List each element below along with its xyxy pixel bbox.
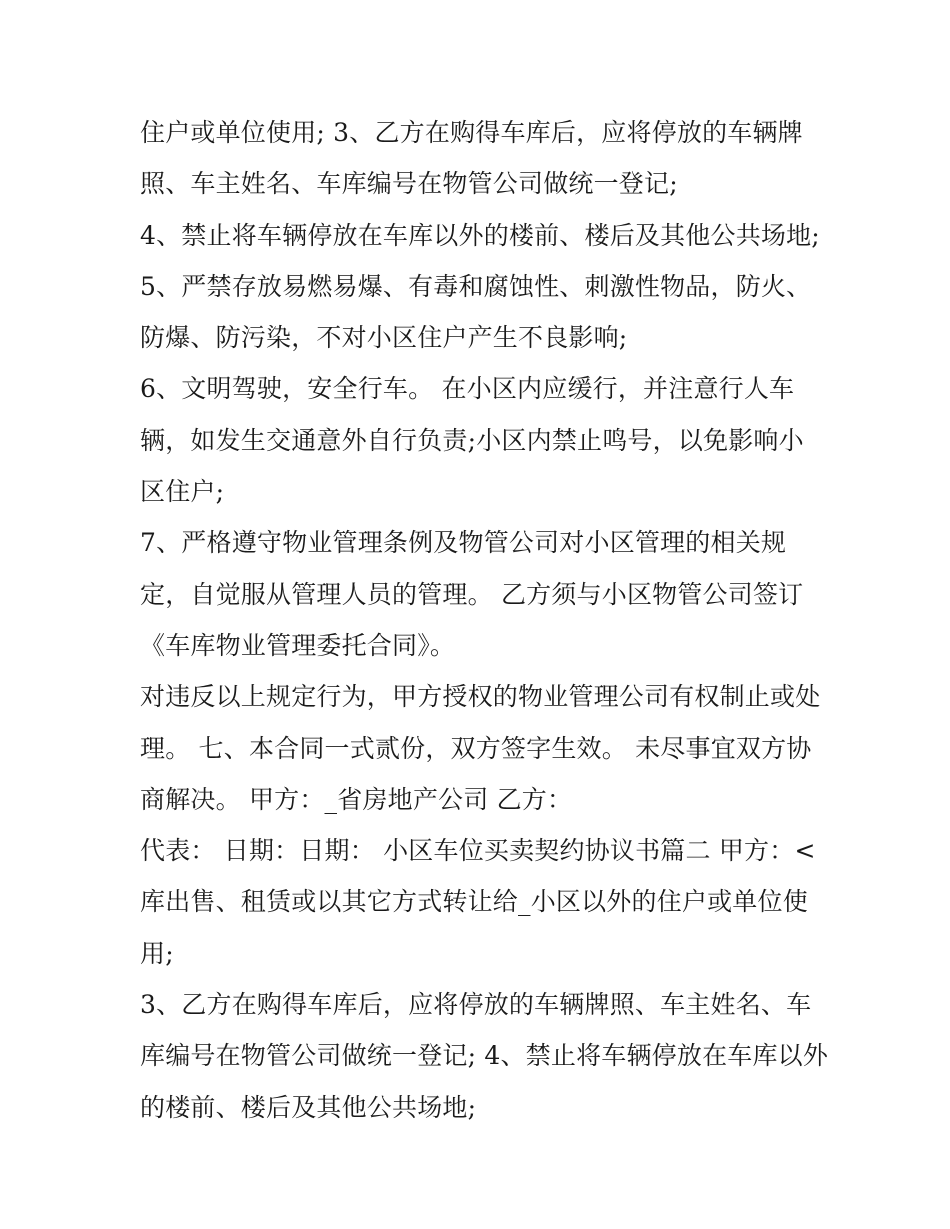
text-line: 区住户; — [140, 477, 225, 507]
text-line: 定，自觉服从管理人员的管理。 乙方须与小区物管公司签订 — [140, 579, 804, 609]
text-line: 照、车主姓名、车库编号在物管公司做统一登记; — [140, 169, 678, 199]
text-line: 理。 七、本合同一式贰份，双方签字生效。 未尽事宜双方协 — [140, 733, 812, 763]
document-body — [140, 107, 830, 1133]
text-line: 商解决。 甲方：_省房地产公司 乙方： — [140, 784, 573, 814]
text-line: 库出售、租赁或以其它方式转让给_小区以外的住户或单位使 — [140, 887, 808, 917]
text-line: 辆，如发生交通意外自行负责;小区内禁止鸣号，以免影响小 — [140, 425, 804, 455]
text-line: 用; — [140, 938, 174, 968]
text-line: 库编号在物管公司做统一登记; 4、禁止将车辆停放在车库以外 — [140, 1041, 829, 1071]
text-line: 防爆、防污染，不对小区住户产生不良影响; — [140, 323, 628, 353]
text-line: 5、严禁存放易燃易爆、有毒和腐蚀性、刺激性物品，防火、 — [140, 271, 812, 301]
text-line: 6、文明驾驶，安全行车。 在小区内应缓行，并注意行人车 — [140, 374, 795, 404]
text-line: 的楼前、楼后及其他公共场地; — [140, 1092, 477, 1122]
text-line: 住户或单位使用; 3、乙方在购得车库后，应将停放的车辆牌 — [140, 118, 803, 147]
text-line: 代表： 日期：日期： 小区车位买卖契约协议书篇二 甲方：< — [140, 836, 816, 866]
text-line: 《车库物业管理委托合同》。 — [140, 630, 456, 660]
text-line: 4、禁止将车辆停放在车库以外的楼前、楼后及其他公共场地; — [140, 220, 820, 250]
text-line: 7、严格遵守物业管理条例及物管公司对小区管理的相关规 — [140, 528, 787, 558]
text-line: 3、乙方在购得车库后，应将停放的车辆牌照、车主姓名、车 — [140, 990, 812, 1020]
text-line: 对违反以上规定行为，甲方授权的物业管理公司有权制止或处 — [140, 682, 821, 712]
